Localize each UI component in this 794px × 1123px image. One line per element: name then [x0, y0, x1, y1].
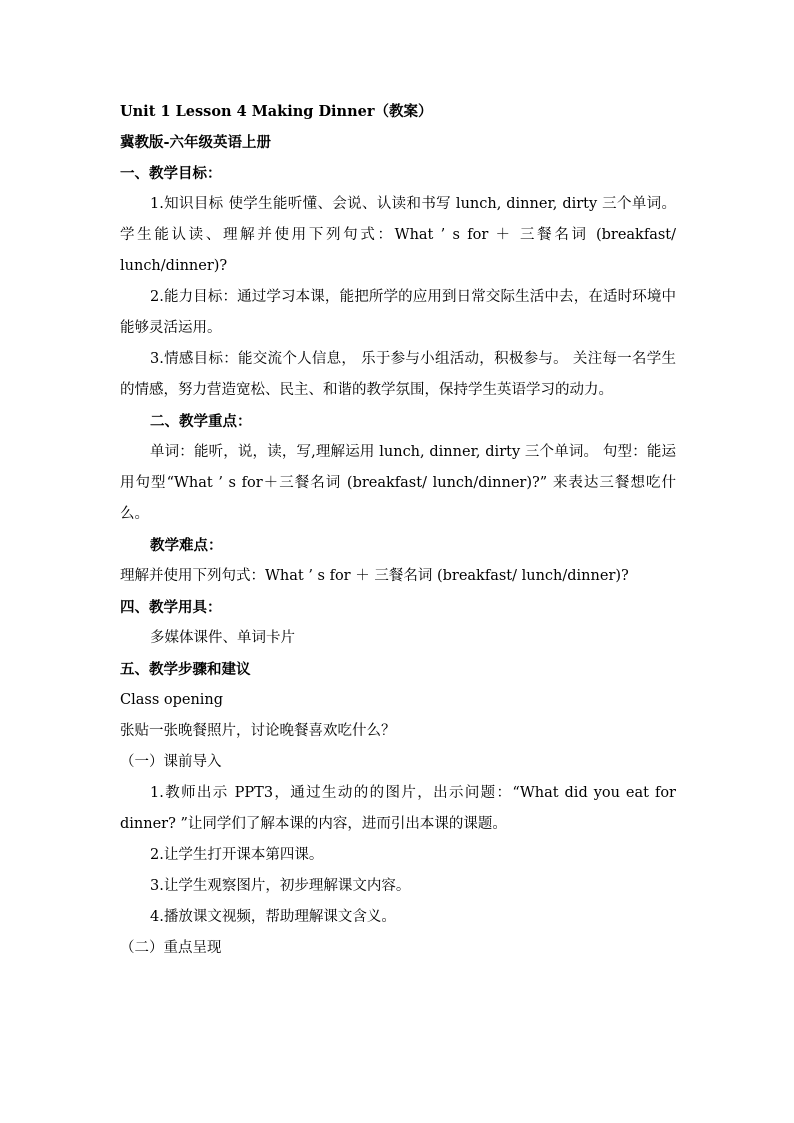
- difficulty-text: 理解并使用下列句式：What ’ s for ＋ 三餐名词 (breakfast/ lunch/dinner)?: [120, 568, 629, 584]
- goal-emotion: 3.情感目标：能交流个人信息， 乐于参与小组活动，积极参与。 关注每一名学生的情感，努力营造宽松、民主、和谐的教学氛围，保持学生英语学习的动力。: [120, 351, 676, 398]
- part-heading-key-presentation: （二）重点呈现: [120, 940, 222, 956]
- section-heading-steps: 五、教学步骤和建议: [120, 661, 251, 678]
- document-page: [120, 96, 676, 964]
- class-opening-text: 张贴一张晚餐照片，讨论晚餐喜欢吃什么？: [120, 723, 396, 739]
- key-points-text: 单词：能听，说，读，写,理解运用 lunch, dinner, dirty 三个单词。 句型：能运用句型“What ’ s for＋三餐名词 (breakfast/ lunch/dinner)?” 来表达三餐想吃什么。: [120, 444, 676, 522]
- tools-text: 多媒体课件、单词卡片: [150, 630, 295, 646]
- section-heading-key-points: 二、教学重点：: [150, 413, 252, 430]
- class-opening-label: Class opening: [120, 692, 224, 708]
- section-heading-tools: 四、教学用具：: [120, 599, 222, 616]
- section-heading-difficulty: 教学难点：: [150, 537, 223, 554]
- part-heading-intro: （一）课前导入: [120, 754, 222, 770]
- step-1: 1.教师出示 PPT3，通过生动的的图片，出示问题：“What did you eat for dinner? ”让同学们了解本课的内容，进而引出本课的课题。: [120, 785, 676, 832]
- step-4: 4.播放课文视频，帮助理解课文含义。: [150, 909, 396, 925]
- step-2: 2.让学生打开课本第四课。: [150, 847, 324, 863]
- document-subtitle: 冀教版-六年级英语上册: [120, 134, 272, 151]
- step-3: 3.让学生观察图片，初步理解课文内容。: [150, 878, 411, 894]
- goal-ability: 2.能力目标：通过学习本课，能把所学的应用到日常交际生活中去，在适时环境中能够灵活运用。: [120, 289, 676, 336]
- document-title: Unit 1 Lesson 4 Making Dinner（教案）: [120, 103, 433, 120]
- section-heading-objectives: 一、教学目标：: [120, 165, 222, 182]
- goal-knowledge: 1.知识目标 使学生能听懂、会说、认读和书写 lunch, dinner, dirty 三个单词。学生能认读、理解并使用下列句式：What ’ s for ＋ 三餐名词 (breakfast/ lunch/dinner)?: [120, 196, 676, 274]
